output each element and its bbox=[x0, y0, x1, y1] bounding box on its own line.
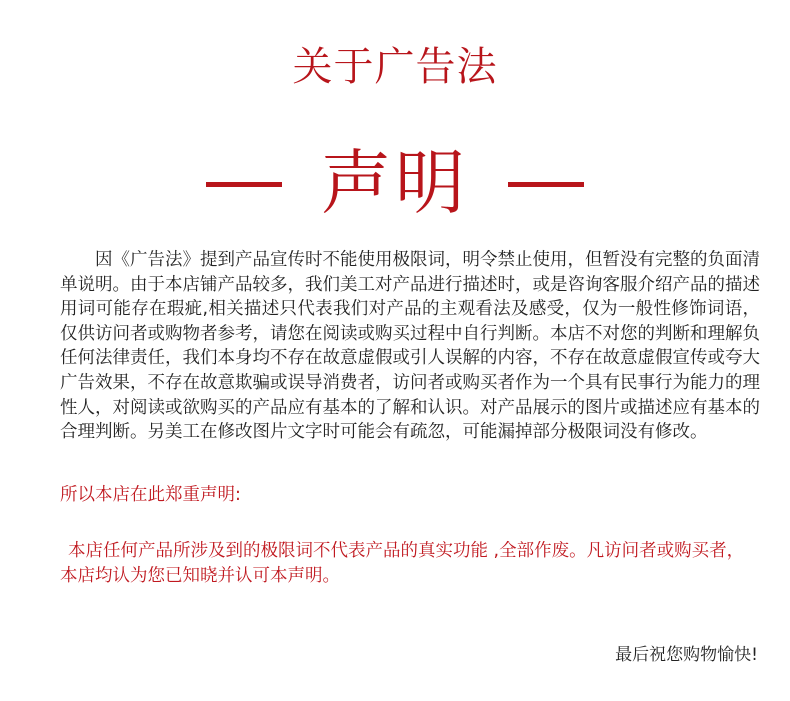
subtitle-row bbox=[0, 138, 790, 228]
declaration-heading: 所以本店在此郑重声明: bbox=[60, 485, 241, 505]
body-paragraph: 因《广告法》提到产品宣传时不能使用极限词，明令禁止使用，但暂没有完整的负面清单说明。由于本店铺产品较多，我们美工对产品进行描述时，或是咨询客服介绍产品的描述用词可能存在瑕疵,相关描述只代表我们对产品的主观看法及感受，仅为一般性修饰词语，仅供访问者或购物者参考，请您在阅读或购买过程中自行判断。本店不对您的判断和理解负任何法律责任，我们本身均不存在故意虚假或引人误解的内容，不存在故意虚假宣传或夸大广告效果，不存在故意欺骗或误导消费者，访问者或购买者作为一个具有民事行为能力的理性人，对阅读或欲购买的产品应有基本的了解和认识。对产品展示的图片或描述应有基本的合理判断。另美工在修改图片文字时可能会有疏忽，可能漏掉部分极限词没有修改。 bbox=[60, 250, 760, 443]
closing-remark: 最后祝您购物愉快! bbox=[615, 645, 758, 665]
right-dash-decoration bbox=[508, 182, 584, 187]
page-title: 关于广告法 bbox=[292, 44, 498, 90]
page-subtitle: 声明 bbox=[321, 142, 469, 224]
declaration-body: 本店任何产品所涉及到的极限词不代表产品的真实功能 ,全部作废。凡访问者或购买者，本店均认为您已知晓并认可本声明。 bbox=[60, 541, 745, 586]
